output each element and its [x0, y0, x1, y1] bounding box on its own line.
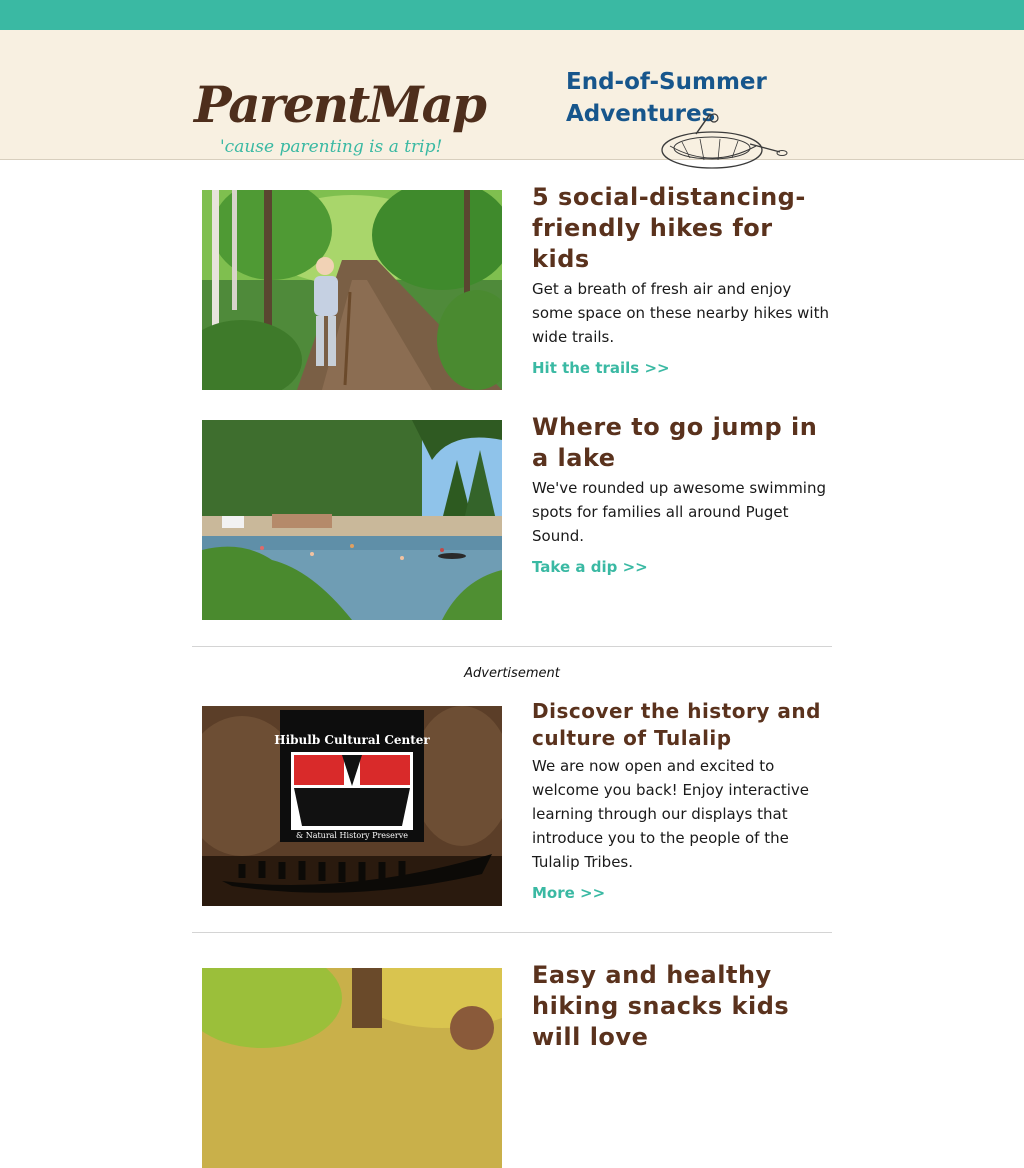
banner-title-line1: End-of-Summer [566, 69, 767, 95]
more-link[interactable]: More >> [532, 884, 606, 902]
article-card-snacks [202, 961, 832, 1168]
ad-headline[interactable]: Discover the history and culture of Tulalip [532, 699, 821, 750]
end-of-summer-banner[interactable] [566, 66, 806, 178]
section-divider [192, 646, 832, 647]
article-text [532, 960, 832, 1053]
sponsored-card-hibulb [202, 699, 832, 906]
advertisement-label: Advertisement [464, 666, 560, 681]
logo-wordmark: ParentMap [194, 75, 485, 134]
email-header [0, 30, 1024, 160]
article-image-forest-trail[interactable] [202, 190, 502, 390]
parentmap-logo[interactable] [194, 75, 485, 157]
article-description: Get a breath of fresh air and enjoy some space on these nearby hikes with wide trails. [532, 280, 829, 346]
article-card-lakes [202, 413, 832, 620]
article-headline[interactable]: Where to go jump in a lake [532, 413, 818, 472]
ad-image-hibulb[interactable] [202, 706, 502, 906]
banner-title-line2: Adventures [566, 101, 716, 127]
section-divider [192, 932, 832, 933]
article-card-hikes [202, 183, 832, 390]
top-accent-bar [0, 0, 1024, 30]
ad-image-subtitle: & Natural History Preserve [296, 831, 408, 840]
raft-icon [660, 110, 790, 174]
article-image-lake[interactable] [202, 420, 502, 620]
article-headline[interactable]: Easy and healthy hiking snacks kids will love [532, 961, 790, 1051]
article-text [532, 698, 832, 902]
article-text [532, 412, 832, 576]
take-a-dip-link[interactable]: Take a dip >> [532, 558, 648, 576]
article-headline[interactable]: 5 social-distancing-friendly hikes for kids [532, 183, 806, 273]
hit-the-trails-link[interactable]: Hit the trails >> [532, 359, 670, 377]
article-description: We've rounded up awesome swimming spots for families all around Puget Sound. [532, 479, 827, 545]
article-text [532, 182, 832, 377]
article-image-snacks[interactable] [202, 968, 502, 1168]
logo-tagline: 'cause parenting is a trip! [220, 137, 443, 157]
ad-description: We are now open and excited to welcome you back! Enjoy interactive learning through our displays that introduce you to the people of the Tulalip Tribes. [532, 757, 809, 871]
ad-image-title: Hibulb Cultural Center [274, 733, 430, 747]
